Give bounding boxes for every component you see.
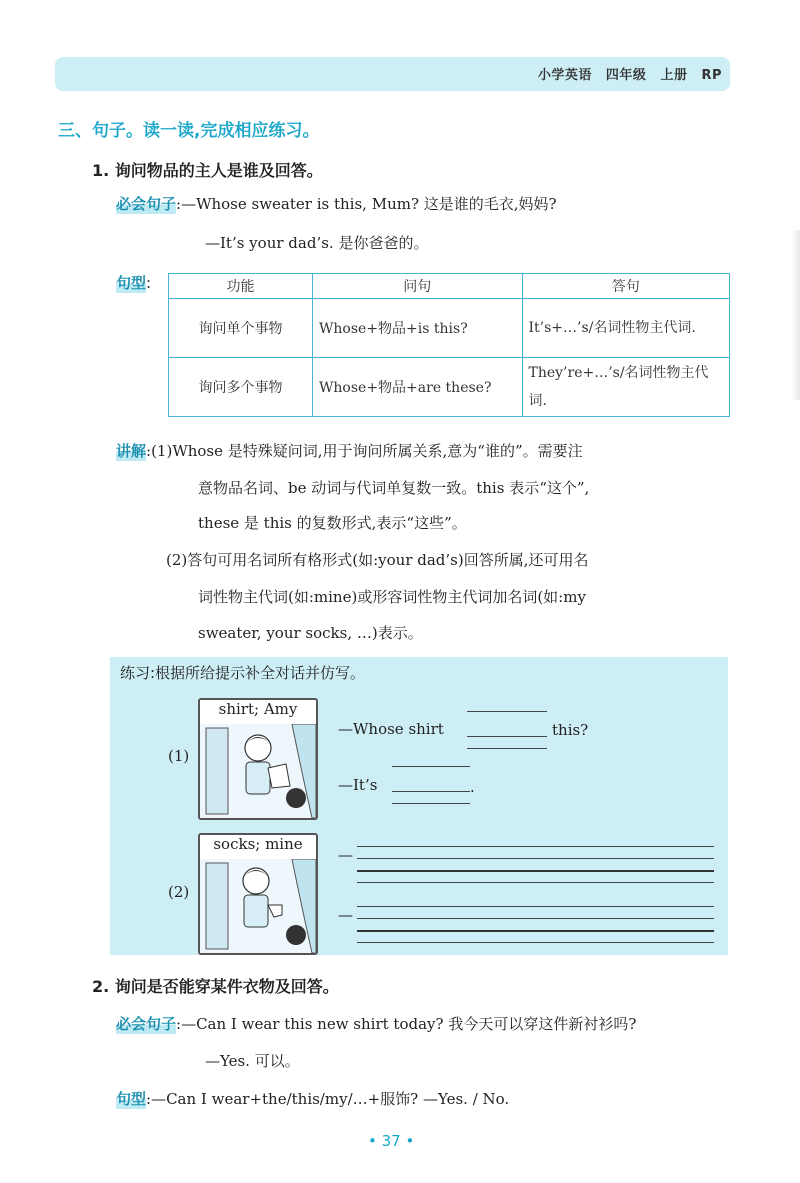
writing-line[interactable] [357,870,714,872]
picture-caption: shirt; Amy [200,700,316,725]
exercise-instruction: 练习:根据所给提示补全对话并仿写。 [120,664,366,682]
writing-line[interactable] [357,882,714,883]
page-crease [792,230,800,400]
pattern-label-row: 句型: [116,274,152,292]
table-cell: It’s+…’s/名词性物主代词. [522,299,730,358]
explain-line: 词性物主代词(如:mine)或形容词性物主代词加名词(如:my [198,588,586,606]
part2-pattern-row [116,1088,509,1109]
writing-line[interactable] [357,942,714,943]
explain-line: (2)答句可用名词所有格形式(如:your dad’s)回答所属,还可用名 [166,551,589,569]
table-header-row [169,274,730,299]
must-know-label: 必会句子 [116,1015,177,1033]
answer-blank[interactable] [392,766,470,767]
table-header: 答句 [522,274,730,299]
writing-line[interactable] [357,906,714,907]
table-header: 问句 [313,274,522,299]
picture-girl-socks [198,833,318,955]
exercise-number: (1) [168,747,190,765]
must-sentence-2: —Yes. 可以。 [205,1052,300,1070]
table-cell: Whose+物品+are these? [313,358,522,417]
must-sentence-1: :—Whose sweater is this, Mum? 这是谁的毛衣,妈妈? [176,195,557,213]
header-grade: 四年级 [605,68,647,83]
pattern-table [168,273,730,417]
explain-line-1-row [116,440,583,461]
question-prefix: —Whose shirt [338,720,444,738]
writing-line[interactable] [357,930,714,932]
explain-line: :(1)Whose 是特殊疑问词,用于询问所属关系,意为“谁的”。需要注 [146,442,583,460]
must-sentence-1: :—Can I wear this new shirt today? 我今天可以穿这件新衬衫吗? [176,1015,637,1033]
dialog-dash: — [338,846,353,864]
part1-title: 1. 询问物品的主人是谁及回答。 [92,161,323,180]
dialog-dash: — [338,906,353,924]
pattern-label: 句型 [116,274,147,292]
table-cell: They’re+…’s/名词性物主代词. [522,358,730,417]
table-row [169,358,730,417]
explain-label: 讲解 [116,442,147,460]
answer-suffix: . [470,778,475,796]
must-sentence-2: —It’s your dad’s. 是你爸爸的。 [205,234,429,252]
girl-with-socks-illustration [200,859,316,953]
table-header: 功能 [169,274,313,299]
question-suffix: this? [552,721,589,739]
table-cell: 询问多个事物 [169,358,313,417]
answer-blank[interactable] [467,748,547,749]
writing-line[interactable] [357,858,714,859]
answer-prefix: —It’s [338,776,378,794]
header-edition: RP [701,68,722,83]
pattern-label: 句型 [116,1090,147,1108]
writing-line[interactable] [357,846,714,847]
girl-with-shirt-illustration [200,724,316,818]
part2-must-line1 [116,1013,636,1034]
table-cell: 询问单个事物 [169,299,313,358]
header-volume: 上册 [660,68,688,83]
must-know-label: 必会句子 [116,195,177,213]
book-header [524,64,722,83]
section-title: 三、句子。读一读,完成相应练习。 [58,121,320,141]
answer-blank[interactable] [392,791,470,792]
explain-line: sweater, your socks, …)表示。 [198,624,423,642]
table-row [169,299,730,358]
part2-title: 2. 询问是否能穿某件衣物及回答。 [92,977,339,996]
answer-blank[interactable] [467,711,547,712]
header-subject: 小学英语 [537,68,592,83]
pattern-sentence: :—Can I wear+the/this/my/…+服饰? —Yes. / No. [146,1090,510,1108]
exercise-number: (2) [168,883,190,901]
page-number: • 37 • [368,1132,415,1150]
explain-line: 意物品名词、be 动词与代词单复数一致。this 表示“这个”, [198,479,590,497]
writing-line[interactable] [357,918,714,919]
explain-line: these 是 this 的复数形式,表示“这些”。 [198,514,467,532]
answer-blank[interactable] [467,736,547,737]
answer-blank[interactable] [392,803,470,804]
picture-caption: socks; mine [200,835,316,860]
picture-girl-shirt [198,698,318,820]
part1-must-line1 [116,193,557,214]
table-cell: Whose+物品+is this? [313,299,522,358]
